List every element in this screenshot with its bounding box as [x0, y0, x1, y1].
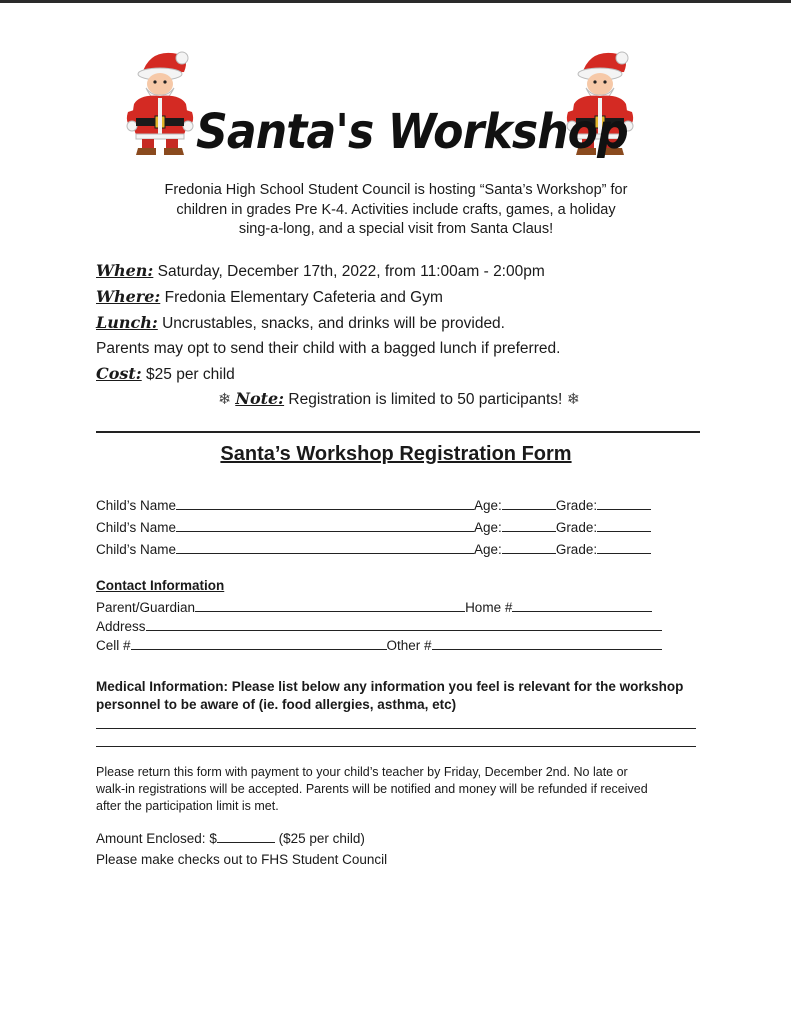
grade-field[interactable]	[597, 519, 651, 532]
when-row	[96, 261, 545, 282]
lunch-label: Lunch:	[96, 313, 158, 332]
parent-row	[96, 599, 652, 615]
intro-line: children in grades Pre K-4. Activities include crafts, games, a holiday	[176, 201, 616, 218]
lunch-row	[96, 313, 505, 334]
intro-paragraph	[96, 181, 696, 240]
other-label: Other #	[386, 638, 432, 653]
return-line: Please return this form with payment to your child’s teacher by Friday, December 2nd. No late or	[96, 765, 628, 779]
age-field[interactable]	[502, 519, 556, 532]
child-name-field[interactable]	[176, 497, 474, 510]
lunch-value: Uncrustables, snacks, and drinks will be provided.	[157, 315, 505, 332]
address-row	[96, 618, 662, 634]
return-instructions	[96, 764, 696, 815]
note-row	[218, 389, 580, 410]
child-name-label: Child’s Name	[96, 498, 177, 513]
age-label: Age:	[474, 498, 502, 513]
when-value: Saturday, December 17th, 2022, from 11:00am - 2:00pm	[153, 263, 545, 280]
child-name-field[interactable]	[176, 541, 474, 554]
page-title: Santa's Workshop	[196, 104, 628, 160]
amount-row	[96, 830, 365, 846]
age-label: Age:	[474, 542, 502, 557]
intro-line: sing-a-long, and a special visit from Santa Claus!	[238, 221, 554, 237]
intro-line: Fredonia High School Student Council is hosting “Santa’s Workshop” for	[164, 182, 628, 198]
age-label: Age:	[474, 520, 502, 535]
address-label: Address	[96, 619, 146, 634]
child-row-1	[96, 497, 651, 513]
amount-field[interactable]	[217, 830, 275, 843]
age-field[interactable]	[502, 541, 556, 554]
where-row	[96, 287, 443, 308]
top-border	[0, 0, 791, 3]
grade-label: Grade:	[555, 520, 598, 535]
medical-info-heading	[96, 678, 683, 714]
home-phone-label: Home #	[465, 600, 513, 615]
medical-answer-line-1[interactable]	[96, 728, 696, 729]
other-field[interactable]	[432, 637, 662, 650]
medical-line: Medical Information: Please list below any information you feel is relevant for the workshop	[96, 679, 684, 694]
form-title: Santa’s Workshop Registration Form	[220, 443, 572, 465]
when-label: When:	[96, 261, 154, 280]
address-field[interactable]	[146, 618, 662, 631]
return-line: after the participation limit is met.	[96, 799, 279, 813]
medical-line: personnel to be aware of (ie. food allergies, asthma, etc)	[96, 697, 457, 712]
where-label: Where:	[96, 287, 161, 306]
child-name-field[interactable]	[176, 519, 474, 532]
note-label: Note:	[235, 389, 285, 408]
amount-note: ($25 per child)	[274, 831, 365, 846]
where-value: Fredonia Elementary Cafeteria and Gym	[160, 289, 443, 306]
grade-field[interactable]	[597, 541, 651, 554]
amount-label: Amount Enclosed: $	[96, 831, 217, 846]
section-divider	[96, 431, 700, 433]
child-name-label: Child’s Name	[96, 542, 177, 557]
child-row-2	[96, 519, 651, 535]
child-name-label: Child’s Name	[96, 520, 177, 535]
note-value: Registration is limited to 50 participants!	[284, 391, 563, 408]
parent-field[interactable]	[195, 599, 465, 612]
grade-label: Grade:	[555, 498, 598, 513]
cost-row	[96, 364, 235, 385]
contact-heading: Contact Information	[96, 578, 225, 593]
lunch-extra-row	[96, 339, 560, 359]
age-field[interactable]	[502, 497, 556, 510]
checks-note: Please make checks out to FHS Student Council	[96, 852, 388, 867]
cell-field[interactable]	[131, 637, 387, 650]
grade-label: Grade:	[555, 542, 598, 557]
return-line: walk-in registrations will be accepted. Parents will be notified and money will be refunded if received	[96, 782, 648, 796]
snowflake-icon: ❄	[566, 391, 580, 408]
cell-row	[96, 637, 662, 653]
lunch-extra: Parents may opt to send their child with a bagged lunch if preferred.	[96, 340, 561, 357]
medical-answer-line-2[interactable]	[96, 746, 696, 747]
cell-label: Cell #	[96, 638, 131, 653]
child-row-3	[96, 541, 651, 557]
snowflake-icon: ❄	[218, 391, 231, 408]
parent-label: Parent/Guardian	[96, 600, 196, 615]
santa-left-illustration	[120, 46, 202, 158]
grade-field[interactable]	[597, 497, 651, 510]
cost-label: Cost:	[96, 364, 142, 383]
home-phone-field[interactable]	[512, 599, 652, 612]
cost-value: $25 per child	[141, 366, 235, 383]
